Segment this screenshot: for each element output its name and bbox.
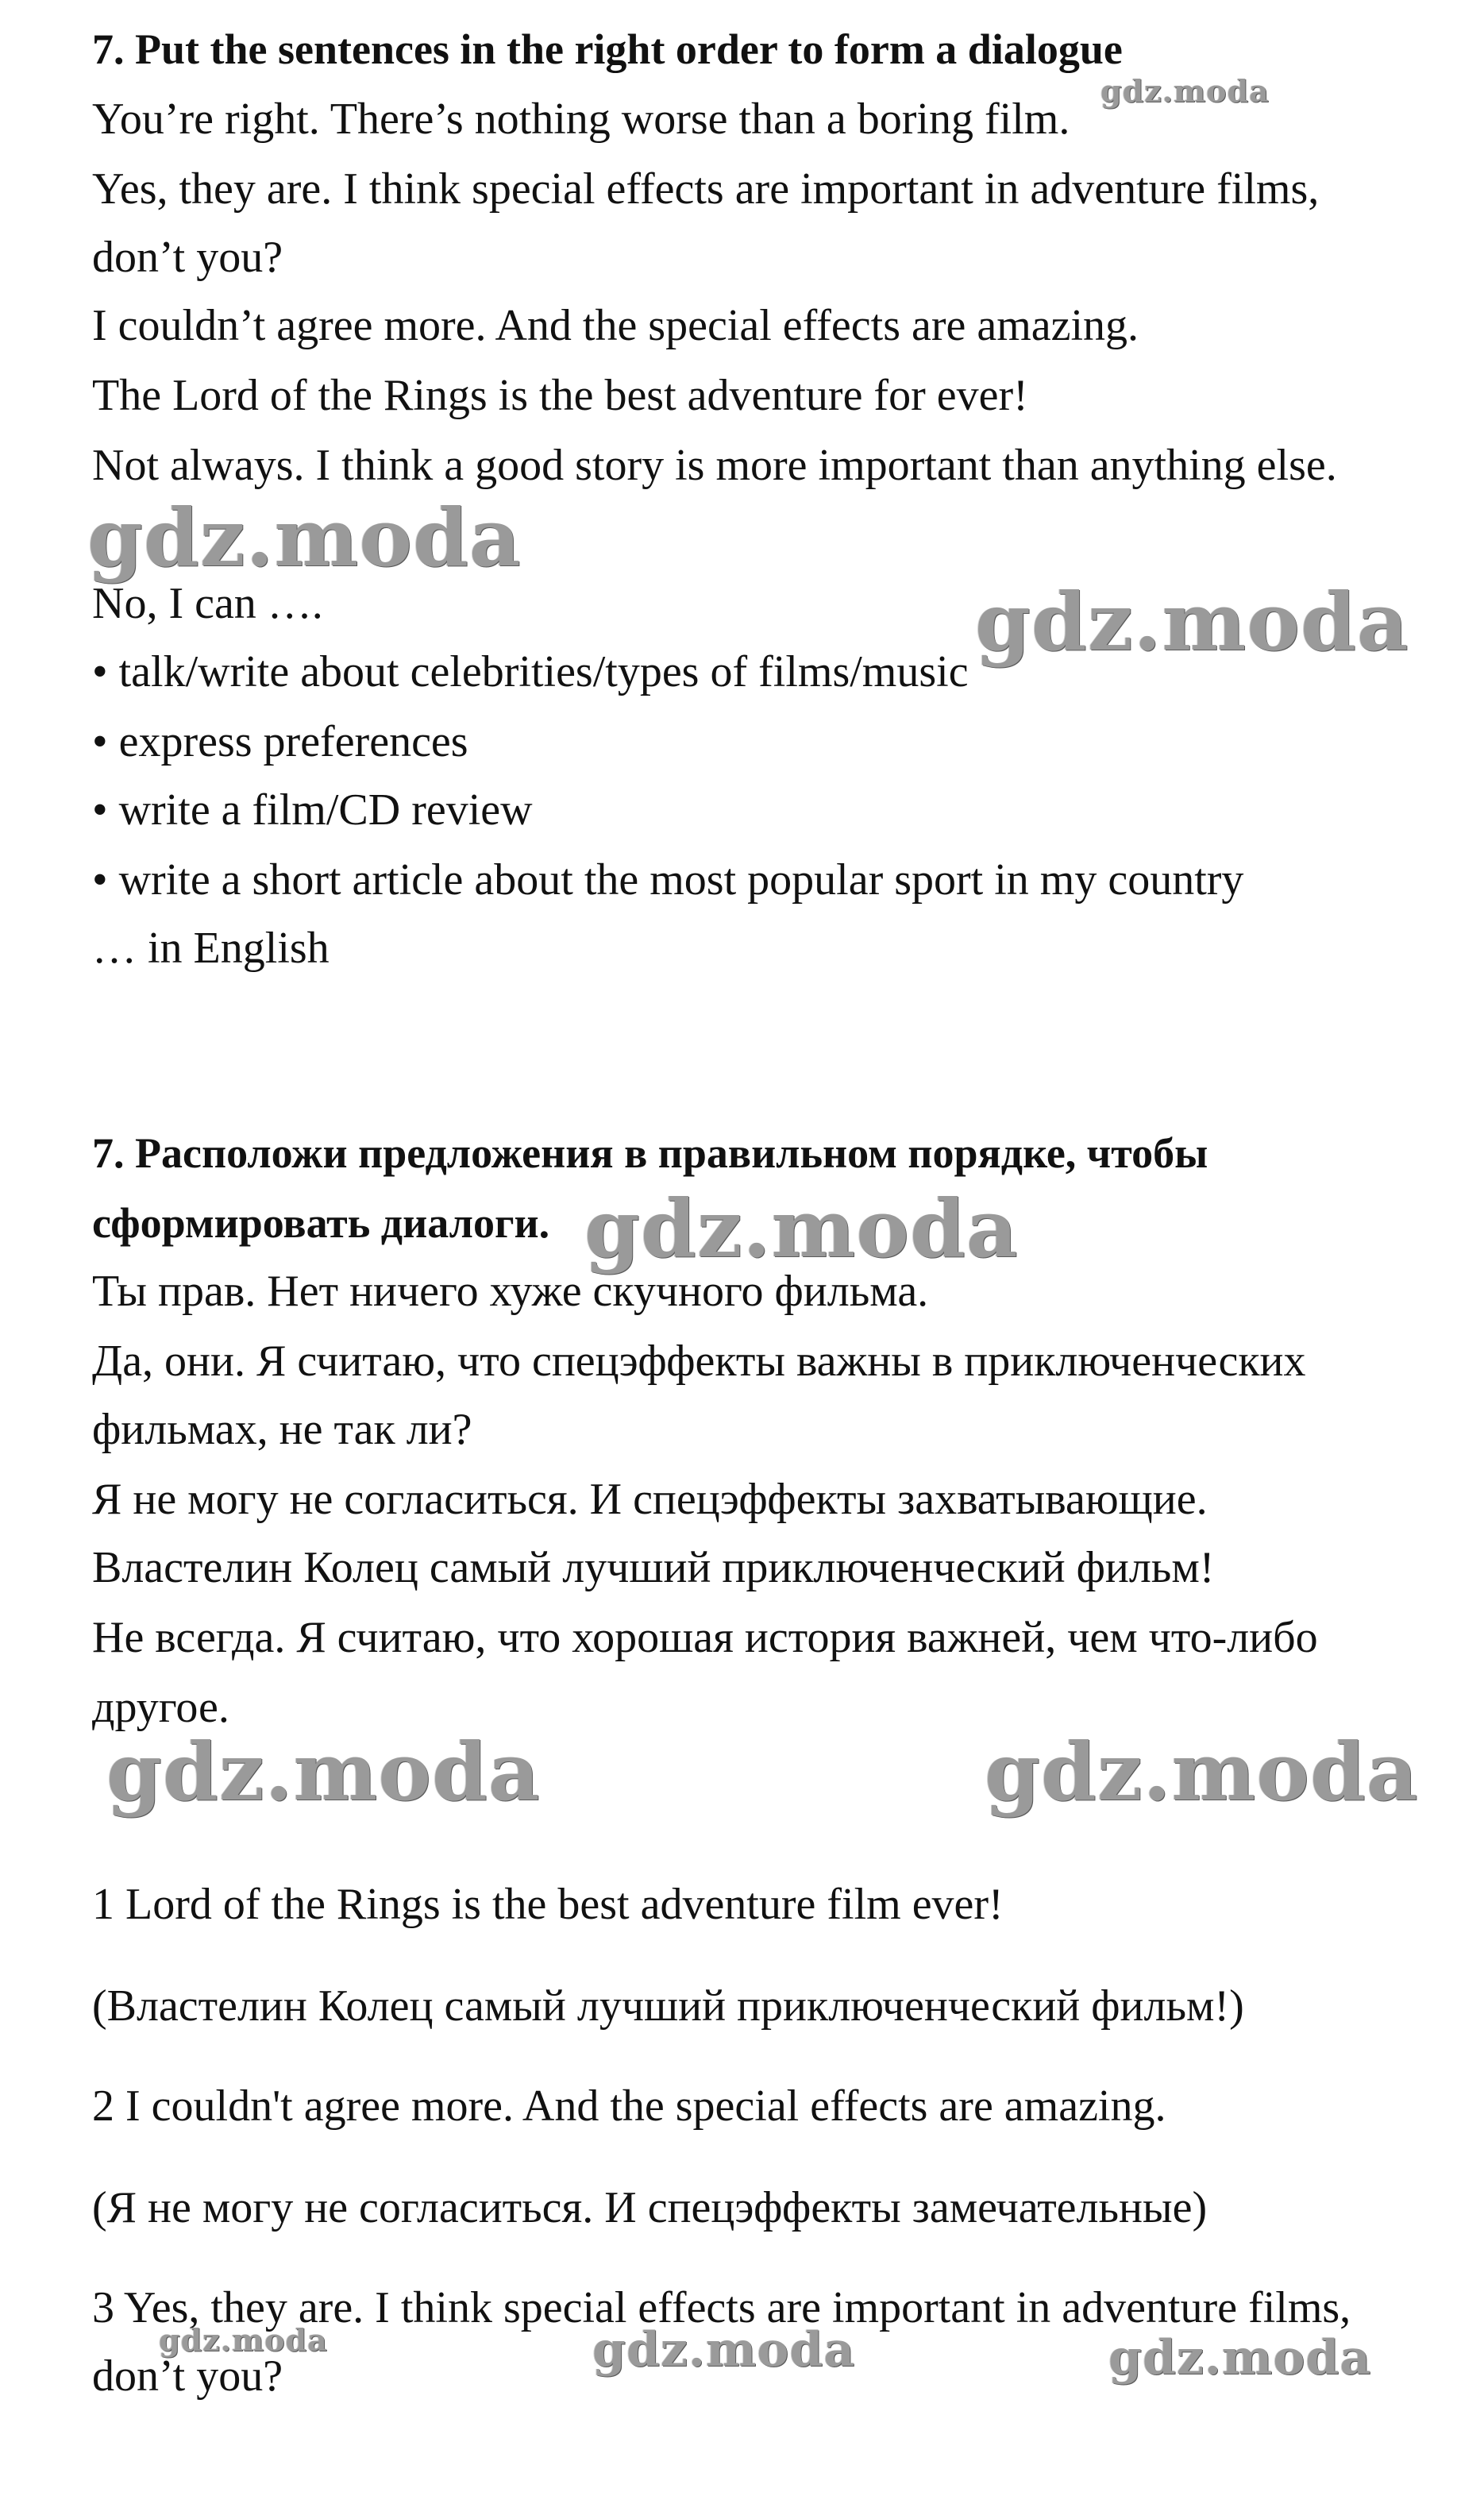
watermark-logo: gdz.moda — [159, 2322, 328, 2358]
watermark-logo: gdz.moda — [106, 1725, 541, 1819]
answer-line: 1 Lord of the Rings is the best adventure film ever! — [92, 1880, 1004, 1929]
dialogue-line: The Lord of the Rings is the best adventure for ever! — [92, 371, 1028, 420]
watermark-logo: gdz.moda — [985, 1725, 1419, 1819]
dialogue-line-ru: фильмах, не так ли? — [92, 1405, 472, 1454]
dialogue-line: don’t you? — [92, 233, 283, 282]
dialogue-line: I couldn’t agree more. And the special effects are amazing. — [92, 301, 1139, 350]
watermark-logo: gdz.moda — [584, 1182, 1019, 1275]
dialogue-line: Yes, they are. I think special effects are important in adventure films, — [92, 164, 1320, 214]
can-do-item: • write a short article about the most popular sport in my country — [92, 855, 1244, 905]
dialogue-line-ru: Не всегда. Я считаю, что хорошая история важней, чем что-либо — [92, 1613, 1318, 1662]
exercise-heading-english: 7. Put the sentences in the right order to form a dialogue — [92, 25, 1123, 73]
can-do-intro: No, I can …. — [92, 579, 323, 628]
can-do-item: • write a film/CD review — [92, 785, 533, 835]
can-do-item: • talk/write about celebrities/types of films/music — [92, 647, 969, 696]
dialogue-line-ru: Ты прав. Нет ничего хуже скучного фильма. — [92, 1267, 929, 1316]
exercise-heading-russian-cont: сформировать диалоги. — [92, 1199, 550, 1247]
answer-line-cont: don’t you? — [92, 2351, 283, 2401]
watermark-logo: gdz.moda — [87, 491, 522, 584]
dialogue-line-ru: другое. — [92, 1683, 229, 1732]
watermark-logo: gdz.moda — [592, 2322, 856, 2378]
can-do-outro: … in English — [92, 924, 330, 973]
answer-line: 2 I couldn't agree more. And the special effects are amazing. — [92, 2081, 1166, 2131]
exercise-heading-russian: 7. Расположи предложения в правильном порядке, чтобы — [92, 1129, 1208, 1177]
dialogue-line: You’re right. There’s nothing worse than a boring film. — [92, 95, 1070, 144]
dialogue-line-ru: Я не могу не согласиться. И спецэффекты захватывающие. — [92, 1475, 1208, 1524]
answer-translation: (Я не могу не согласиться. И спецэффекты замечательные) — [92, 2183, 1208, 2232]
dialogue-line-ru: Властелин Колец самый лучший приключенческий фильм! — [92, 1543, 1215, 1592]
answer-line: 3 Yes, they are. I think special effects are important in adventure films, — [92, 2283, 1351, 2332]
watermark-logo: gdz.moda — [1100, 73, 1270, 109]
watermark-logo: gdz.moda — [975, 575, 1409, 669]
answer-translation: (Властелин Колец самый лучший приключенческий фильм!) — [92, 1981, 1244, 2031]
dialogue-line: Not always. I think a good story is more important than anything else. — [92, 441, 1337, 490]
dialogue-line-ru: Да, они. Я считаю, что спецэффекты важны в приключенческих — [92, 1337, 1306, 1386]
can-do-item: • express preferences — [92, 717, 468, 766]
watermark-logo: gdz.moda — [1108, 2330, 1372, 2386]
